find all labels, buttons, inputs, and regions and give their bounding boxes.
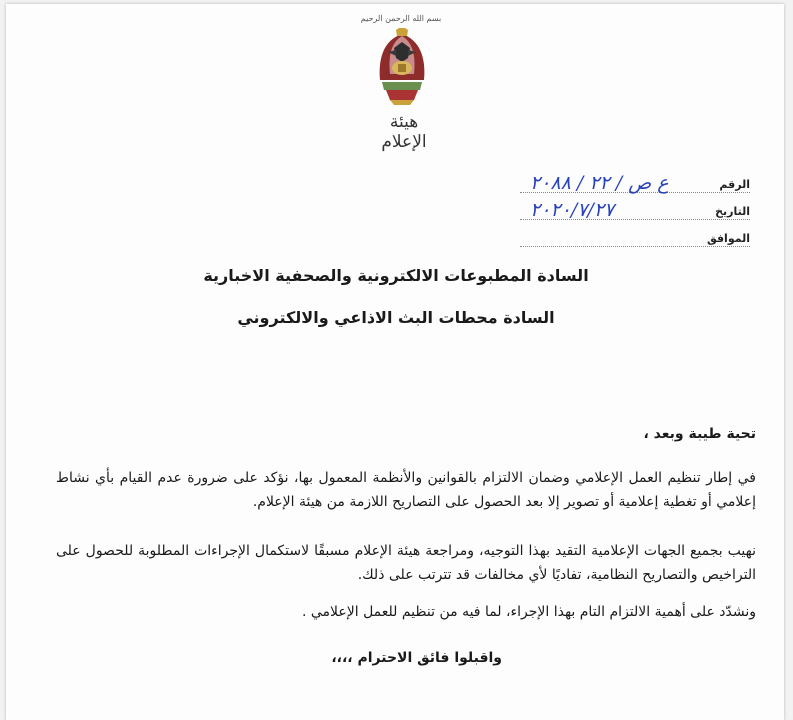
date-label: التاريخ [715, 205, 750, 218]
letter-page [6, 4, 784, 720]
date-row [520, 195, 750, 220]
coat-of-arms-icon [376, 28, 428, 106]
organization-name: هيئة الإعلام [381, 112, 427, 152]
reference-number-value: ع ص / ٢٢ / ٢٠٨٨ [530, 172, 669, 194]
paragraph-3: ونشدّد على أهمية الالتزام التام بهذا الإجراء، لما فيه من تنظيم للعمل الإعلامي . [301, 604, 756, 620]
hijri-date-row [520, 222, 750, 247]
reference-number-label: الرقم [719, 178, 750, 191]
date-value: ٢٠٢٠/٧/٢٧ [530, 199, 615, 221]
greeting: تحية طيبة وبعد ، [643, 426, 756, 442]
basmala: بسم الله الرحمن الرحيم [360, 14, 442, 23]
paragraph-1: في إطار تنظيم العمل الإعلامي وضمان الالتزام بالقوانين والأنظمة المعمول بها، نؤكد على ضرورة عدم القيام بأي نشاط إعلامي أو تغطية إعلامية أو تصوير إلا بعد الحصول على التصاريح اللازمة من هيئة الإعلام. [56, 470, 756, 510]
hijri-date-label: الموافق [706, 232, 750, 245]
addressee-line-2: السادة محطات البث الاذاعي والالكتروني [237, 308, 555, 327]
closing-line: واقبلوا فائق الاحترام ،،،، [331, 650, 502, 666]
reference-block [520, 168, 750, 249]
addressee-line-1: السادة المطبوعات الالكترونية والصحفية الاخبارية [203, 266, 589, 285]
paragraph-2: نهيب بجميع الجهات الإعلامية التقيد بهذا التوجيه، ومراجعة هيئة الإعلام مسبقًا لاستكمال الإجراءات المطلوبة للحصول على التراخيص والتصاريح النظامية، تفاديًا لأي مخالفات قد تترتب على ذلك. [56, 543, 756, 583]
reference-number-row [520, 168, 750, 193]
